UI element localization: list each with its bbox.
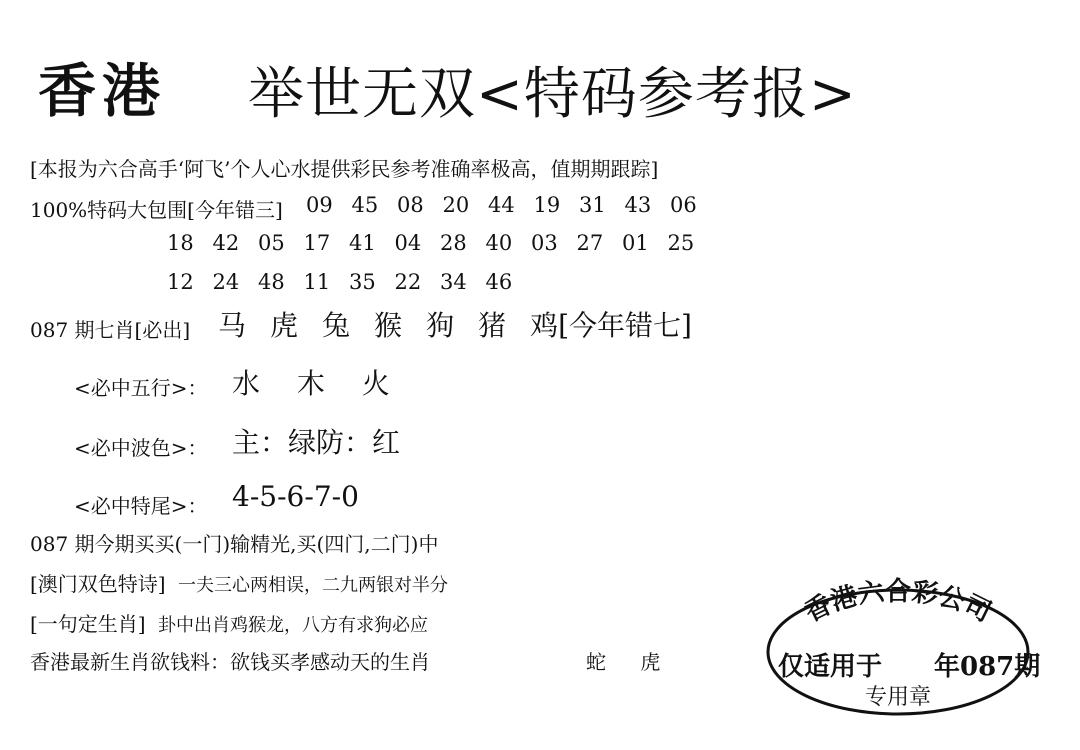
number-cell: 44	[488, 193, 515, 217]
five-elements-value: 水 木 火	[232, 367, 390, 400]
number-cell: 22	[394, 270, 422, 294]
one-phrase-label: [一句定生肖]	[30, 612, 146, 636]
macau-poem	[30, 568, 448, 597]
number-cell: 20	[442, 193, 470, 217]
number-row-2	[167, 231, 713, 255]
company-seal	[762, 568, 1034, 718]
latest-label: 香港最新生肖欲钱料：欲钱买孝感动天的生肖	[30, 650, 430, 674]
number-cell: 01	[622, 231, 649, 255]
zodiac-suffix: [今年错七]	[558, 309, 692, 342]
number-cell: 17	[303, 231, 331, 255]
latest-answer-item: 蛇	[586, 650, 606, 674]
seven-zodiac-animals	[218, 304, 692, 344]
number-cell: 04	[394, 231, 422, 255]
wave-color-label: <必中波色>：	[74, 436, 208, 460]
five-elements-label: <必中五行>：	[74, 376, 208, 400]
seven-zodiac-label: 087 期七肖[必出]	[30, 318, 191, 342]
zodiac-animal: 兔	[322, 309, 351, 342]
special-tail-label: <必中特尾>：	[74, 494, 208, 518]
number-cell: 46	[485, 270, 513, 294]
headline: 举世无双<特码参考报>	[248, 62, 857, 127]
number-cell: 12	[167, 270, 194, 294]
number-cell: 24	[212, 270, 240, 294]
number-cell: 18	[167, 231, 194, 255]
zodiac-animal: 猪	[478, 309, 507, 342]
brand-title: 香港	[38, 57, 167, 125]
package-label: 100%特码大包围[今年错三]	[30, 198, 283, 222]
zodiac-animal: 马	[218, 309, 247, 342]
special-tail-value: 4-5-6-7-0	[232, 480, 359, 513]
seal-bottom: 专用章	[864, 685, 932, 710]
zodiac-animal: 狗	[426, 309, 455, 342]
seal-org: 香港六合彩公司	[800, 577, 996, 629]
latest-answer-item: 虎	[640, 650, 661, 674]
number-cell: 43	[624, 193, 652, 217]
buy-line: 087 期今期买买(一门)输精光,买(四门,二门)中	[30, 532, 439, 556]
macau-poem-text: 一夫三心两相误，二九两银对半分	[177, 575, 448, 596]
number-cell: 27	[576, 231, 604, 255]
number-cell: 42	[212, 231, 240, 255]
number-cell: 19	[533, 193, 561, 217]
zodiac-animal: 鸡	[530, 309, 559, 342]
number-cell: 03	[531, 231, 558, 255]
number-cell: 06	[670, 193, 697, 217]
zodiac-animal: 虎	[270, 309, 299, 342]
number-cell: 40	[485, 231, 513, 255]
number-cell: 11	[303, 270, 331, 294]
number-cell: 45	[351, 193, 379, 217]
number-cell: 28	[440, 231, 467, 255]
number-cell: 25	[667, 231, 695, 255]
number-cell: 09	[306, 193, 333, 217]
macau-poem-label: [澳门双色特诗]	[30, 572, 166, 596]
one-phrase-text: 卦中出肖鸡猴龙，八方有求狗必应	[157, 615, 428, 636]
number-row-1	[306, 193, 716, 217]
latest-answer	[586, 646, 660, 675]
seal-overlay-text: 仅适用于 年087期	[778, 652, 1041, 682]
wave-color-value: 主：绿防：红	[232, 426, 401, 459]
number-cell: 08	[397, 193, 424, 217]
number-cell: 48	[258, 270, 285, 294]
seal-org-text	[800, 576, 996, 628]
number-cell: 41	[349, 231, 376, 255]
number-cell: 31	[579, 193, 606, 217]
zodiac-animal: 猴	[374, 309, 403, 342]
one-phrase	[30, 608, 428, 637]
intro-line: [本报为六合高手‘阿飞’个人心水提供彩民参考准确率极高，值期期跟踪]	[30, 157, 659, 181]
number-cell: 34	[440, 270, 467, 294]
number-row-3	[167, 270, 531, 294]
number-cell: 35	[349, 270, 376, 294]
number-cell: 05	[258, 231, 285, 255]
